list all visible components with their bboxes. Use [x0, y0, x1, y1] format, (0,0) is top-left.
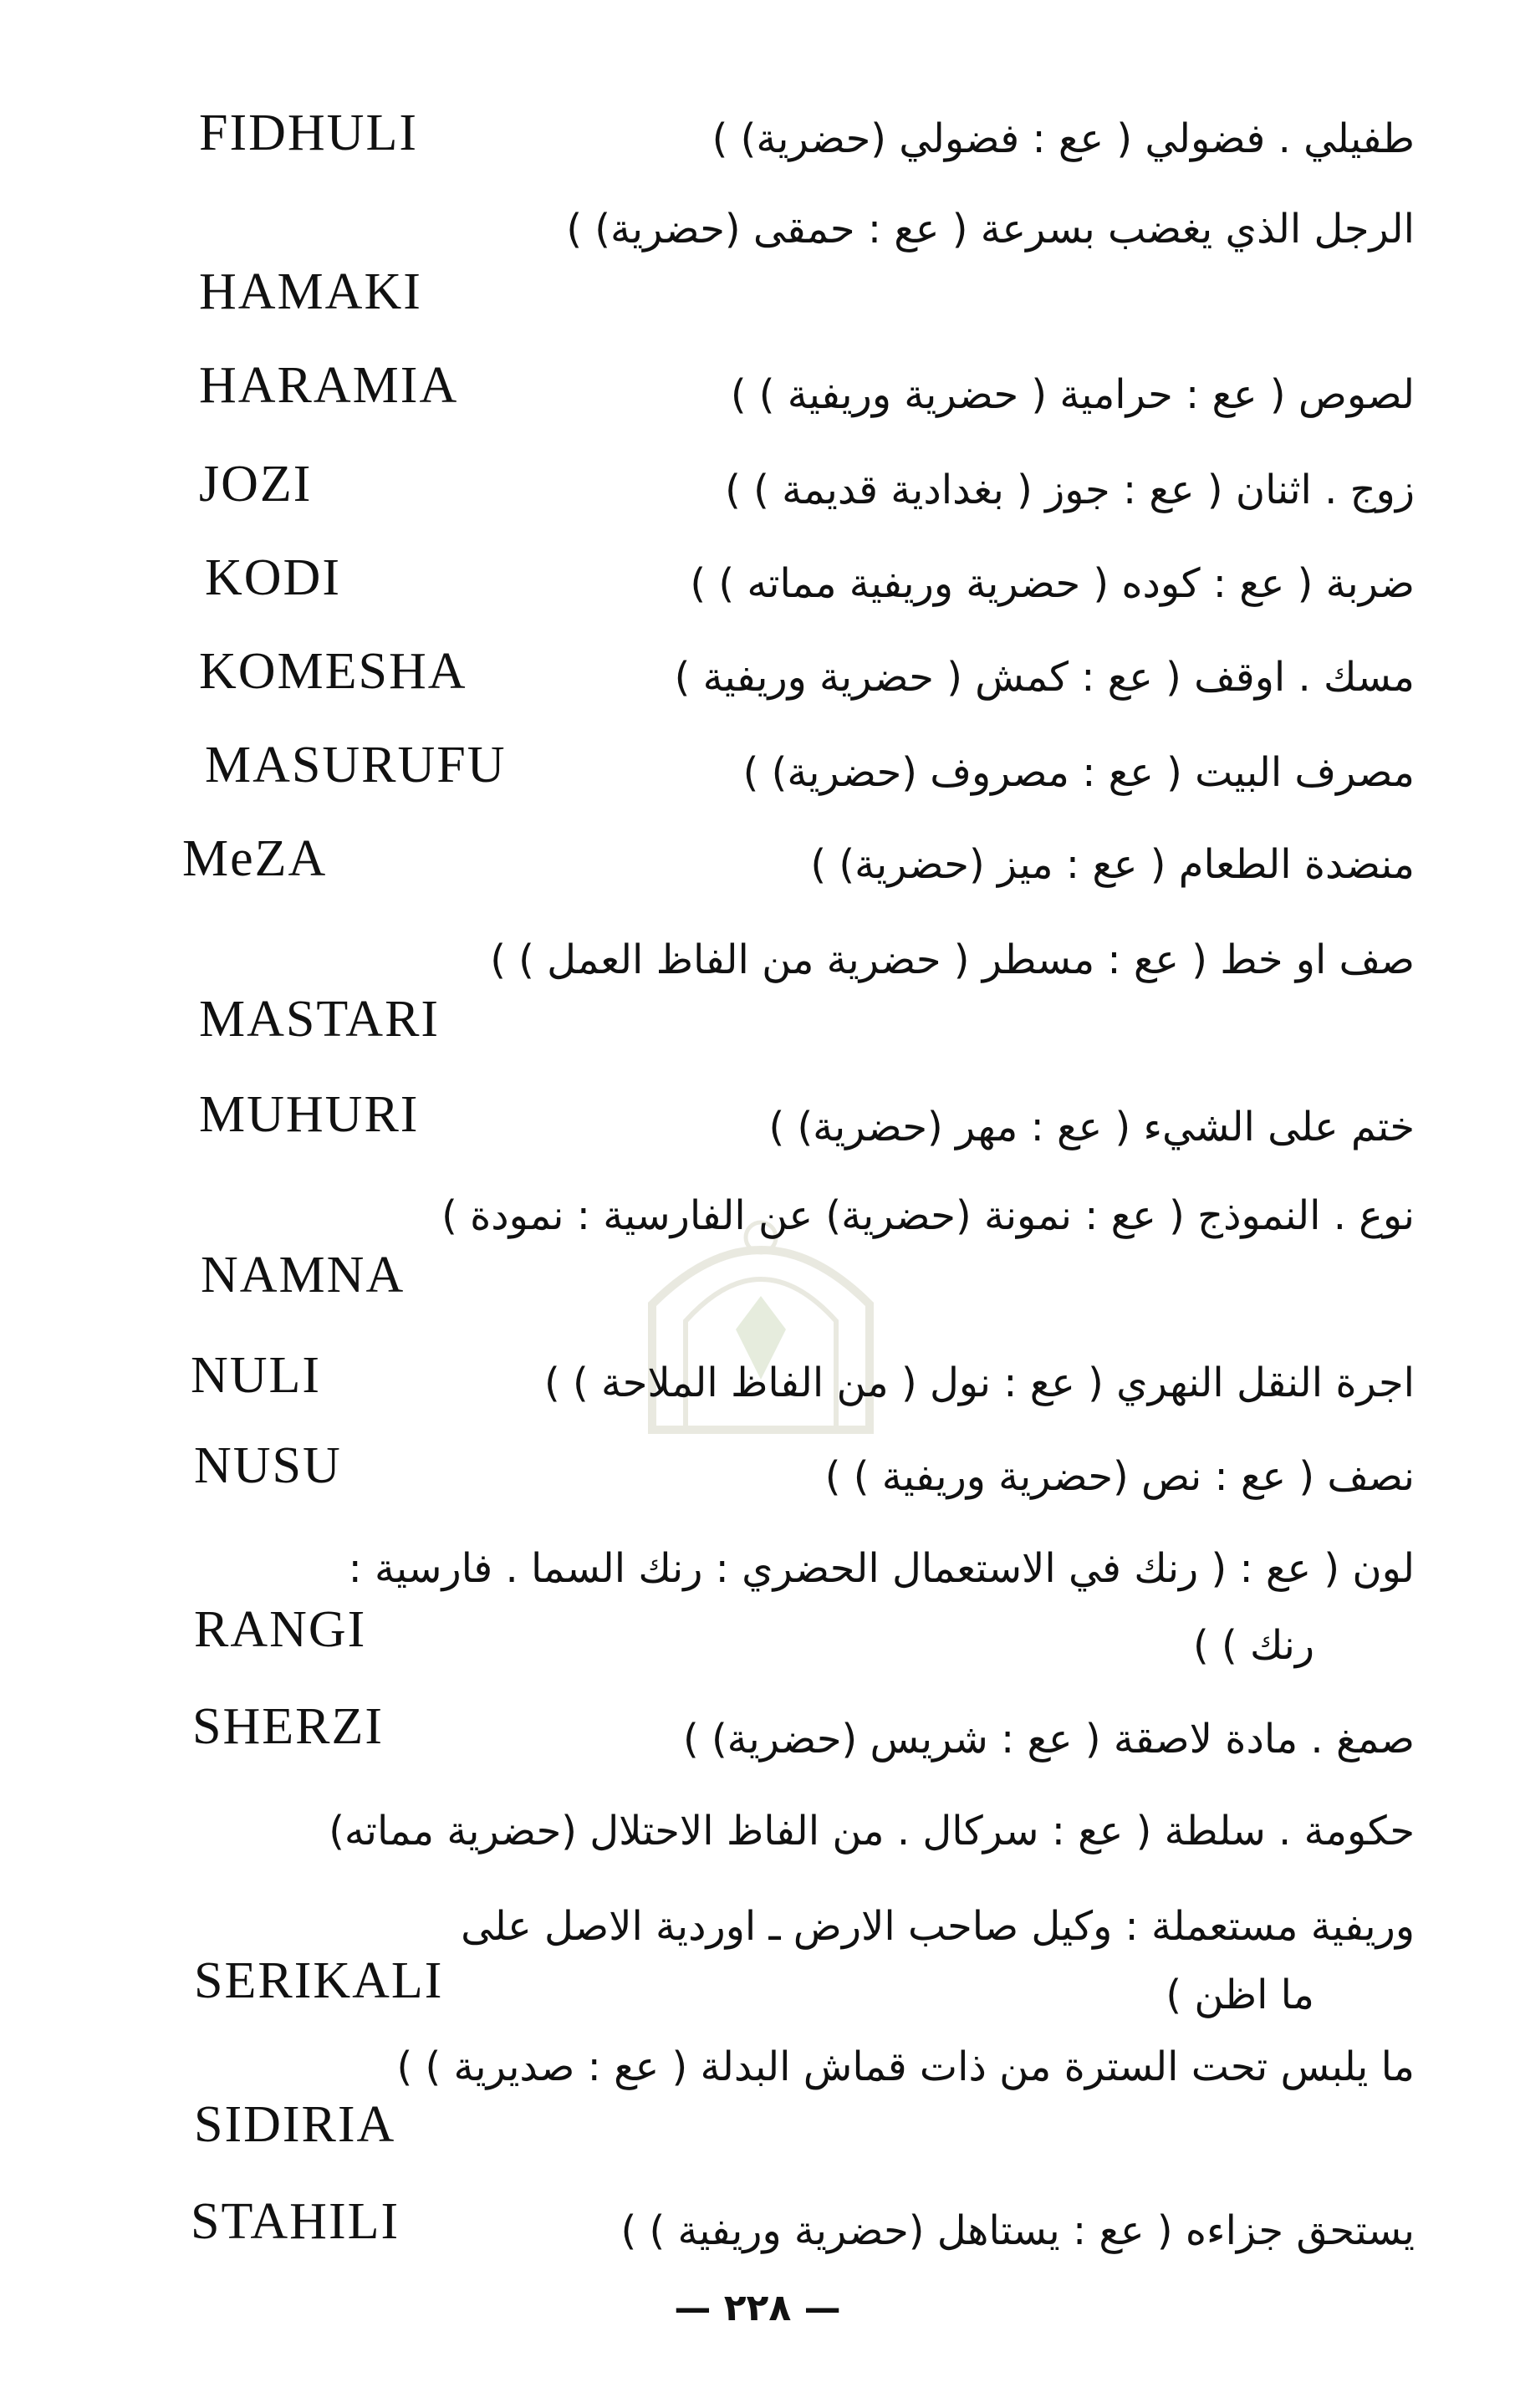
entry-arabic: طفيلي . فضولي ( عع : فضولي (حضرية) ) — [712, 115, 1415, 162]
entry-word: RANGI — [194, 1601, 367, 1658]
entry-word: JOZI — [199, 456, 313, 513]
entry-word: MUHURI — [199, 1086, 420, 1143]
entry-arabic: اجرة النقل النهري ( عع : نول ( من الفاظ الملاحة ) ) — [544, 1360, 1415, 1406]
entry-arabic: مسك . اوقف ( عع : كمش ( حضرية وريفية ) — [674, 654, 1415, 701]
entry-arabic: لون ( عع : ( رنك في الاستعمال الحضري : رنك السما . فارسية : — [348, 1545, 1415, 1592]
entry-arabic: حكومة . سلطة ( عع : سركال . من الفاظ الاحتلال (حضرية مماته) — [329, 1808, 1415, 1854]
entry-word: HARAMIA — [199, 357, 459, 414]
entry-arabic: صمغ . مادة لاصقة ( عع : شريس (حضرية) ) — [682, 1716, 1415, 1763]
entry-word: SIDIRIA — [194, 2096, 396, 2153]
entry-word: HAMAKI — [199, 263, 422, 320]
entry-arabic: يستحق جزاءه ( عع : يستاهل (حضرية وريفية ) ) — [620, 2207, 1415, 2254]
entry-word: MASURUFU — [205, 737, 507, 793]
entry-word: STAHILI — [191, 2193, 400, 2250]
entry-arabic: نوع . النموذج ( عع : نمونة (حضرية) عن الفارسية : نمودة ) — [441, 1192, 1415, 1239]
entry-arabic-continued: ما اظن ) — [1166, 1972, 1314, 2018]
entry-word: KODI — [205, 549, 341, 606]
entry-arabic: الرجل الذي يغضب بسرعة ( عع : حمقى (حضرية) ) — [566, 206, 1415, 253]
page-number: — ٢٢٨ — — [674, 2287, 841, 2329]
entry-word: SHERZI — [192, 1698, 384, 1755]
entry-arabic-continued: رنك ) ) — [1193, 1622, 1314, 1669]
entry-word: NUSU — [194, 1437, 342, 1494]
entry-arabic: نصف ( عع : نص (حضرية وريفية ) ) — [824, 1453, 1415, 1500]
entry-word: MASTARI — [199, 991, 441, 1048]
entry-word: NULI — [191, 1347, 322, 1404]
entry-arabic: لصوص ( عع : حرامية ( حضرية وريفية ) ) — [730, 371, 1415, 418]
entry-arabic: ضربة ( عع : كوده ( حضرية وريفية مماته ) ) — [690, 560, 1415, 607]
entry-word: FIDHULI — [199, 105, 418, 161]
entry-word: KOMESHA — [199, 643, 467, 700]
entry-word: SERIKALI — [194, 1952, 444, 2009]
entry-arabic-continued: وريفية مستعملة : وكيل صاحب الارض ـ اوردية الاصل على — [461, 1903, 1415, 1950]
entry-word: MeZA — [182, 830, 328, 887]
entry-word: NAMNA — [201, 1247, 406, 1303]
entry-arabic: زوج . اثنان ( عع : جوز ( بغدادية قديمة ) ) — [725, 467, 1415, 513]
entry-arabic: مصرف البيت ( عع : مصروف (حضرية) ) — [742, 749, 1415, 796]
entry-arabic: ما يلبس تحت السترة من ذات قماش البدلة ( عع : صديرية ) ) — [396, 2043, 1415, 2090]
entry-arabic: ختم على الشيء ( عع : مهر (حضرية) ) — [768, 1104, 1415, 1150]
entry-arabic: صف او خط ( عع : مسطر ( حضرية من الفاظ العمل ) ) — [490, 936, 1415, 983]
entry-arabic: منضدة الطعام ( عع : ميز (حضرية) ) — [810, 841, 1415, 888]
